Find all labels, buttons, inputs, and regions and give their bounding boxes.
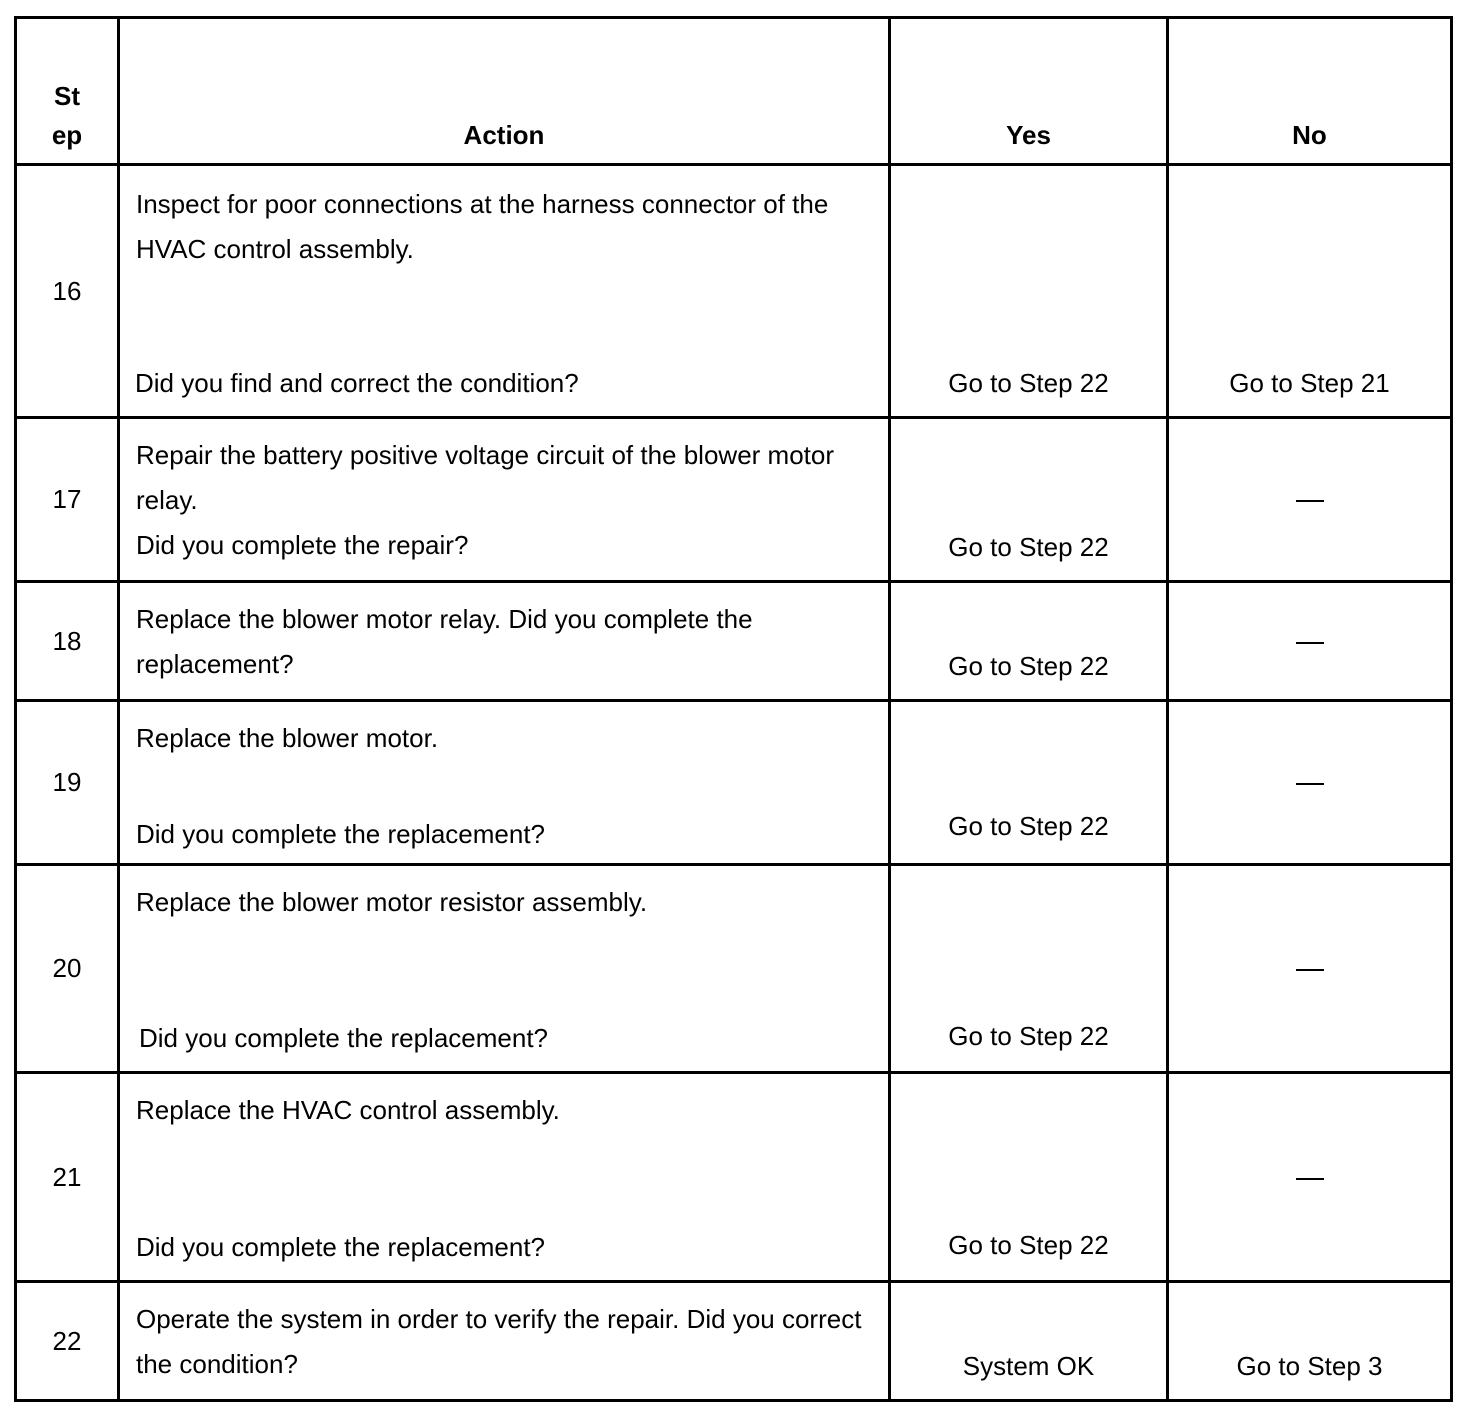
no-result-dash [1296,500,1324,502]
action-instruction: Repair the battery positive voltage circuit of the blower motor relay. [136,440,835,515]
yes-result: Go to Step 22 [890,582,1168,701]
action-question: Did you complete the repair? [136,530,469,560]
action-instruction: Replace the blower motor relay. Did you complete the replacement? [136,604,753,679]
header-step-line2: ep [51,120,83,150]
yes-result: Go to Step 22 [890,865,1168,1073]
step-number: 17 [16,418,119,582]
table-row [16,701,1452,865]
action-cell [119,165,890,418]
action-question: Did you find and correct the condition? [135,368,579,398]
table-row [16,1282,1452,1401]
action-cell [119,701,890,865]
step-number: 18 [16,582,119,701]
yes-result: Go to Step 22 [890,1073,1168,1282]
table-row [16,165,1452,418]
step-number: 19 [16,701,119,865]
no-result: Go to Step 3 [1168,1282,1452,1401]
no-result [1168,1073,1452,1282]
no-result-dash [1296,642,1324,644]
header-no: No [1168,18,1452,165]
no-result: Go to Step 21 [1168,165,1452,418]
action-instruction: Operate the system in order to verify the repair. Did you correct the condition? [136,1304,862,1379]
diagnostic-table [14,16,1453,1402]
yes-result: Go to Step 22 [890,701,1168,865]
action-cell [119,865,890,1073]
table-row [16,582,1452,701]
action-question: Did you complete the replacement? [136,1232,546,1262]
action-cell [119,582,890,701]
no-result-dash [1296,783,1324,785]
action-cell [119,1282,890,1401]
table-row [16,865,1452,1073]
no-result-dash [1296,1178,1324,1180]
step-number: 22 [16,1282,119,1401]
no-result [1168,865,1452,1073]
step-number: 20 [16,865,119,1073]
step-number: 21 [16,1073,119,1282]
no-result [1168,418,1452,582]
header-action: Action [119,18,890,165]
action-instruction: Inspect for poor connections at the harness connector of the HVAC control assembly. [136,189,829,264]
table-row [16,418,1452,582]
yes-result: System OK [890,1282,1168,1401]
action-instruction: Replace the blower motor resistor assembly. [136,887,648,917]
action-instruction: Replace the HVAC control assembly. [136,1095,560,1125]
no-result [1168,582,1452,701]
header-step [16,18,119,165]
table-header-row [16,18,1452,165]
yes-result: Go to Step 22 [890,418,1168,582]
table-row [16,1073,1452,1282]
action-instruction: Replace the blower motor. [136,723,439,753]
action-cell [119,418,890,582]
action-cell [119,1073,890,1282]
action-question: Did you complete the replacement? [139,1023,549,1053]
step-number: 16 [16,165,119,418]
action-question: Did you complete the replacement? [136,819,546,849]
yes-result: Go to Step 22 [890,165,1168,418]
header-yes: Yes [890,18,1168,165]
no-result [1168,701,1452,865]
header-step-line1: St [54,81,80,111]
no-result-dash [1296,969,1324,971]
